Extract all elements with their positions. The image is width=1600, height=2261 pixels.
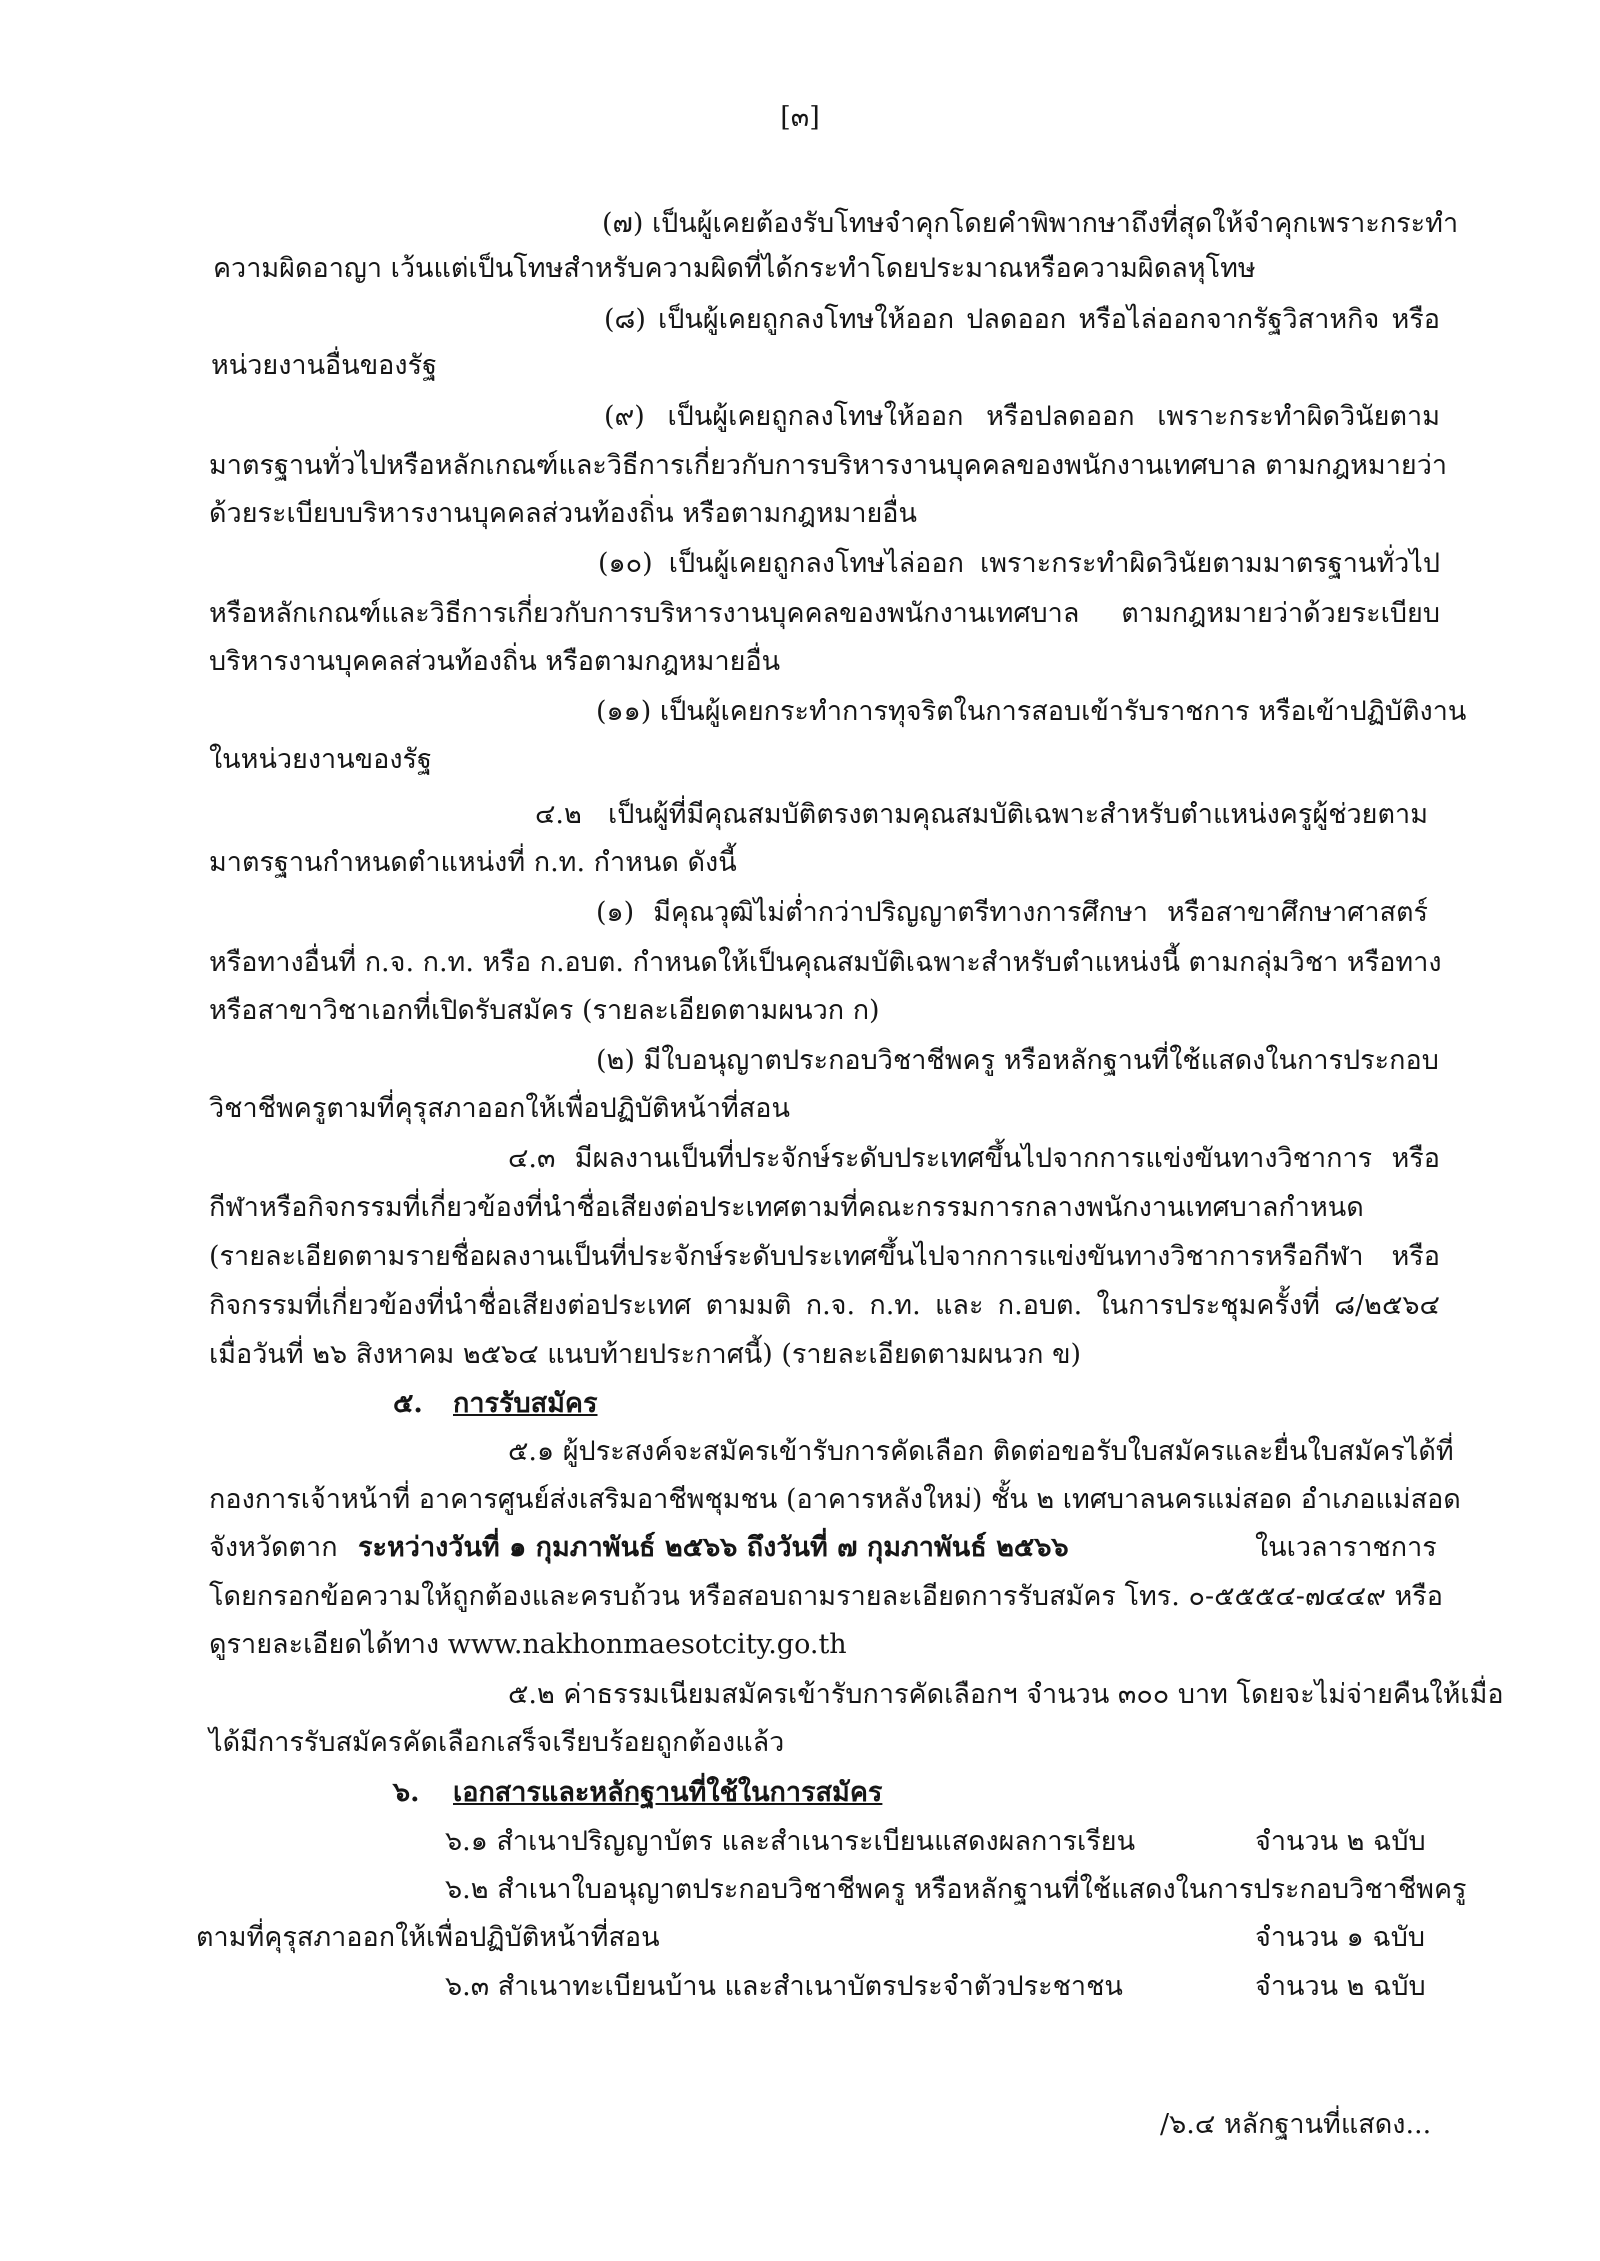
section-heading: เอกสารและหลักฐานที่ใช้ในการสมัคร: [453, 1777, 883, 1808]
copy-count: จำนวน ๒ ฉบับ: [1255, 1826, 1426, 1857]
text-line: ตามที่คุรุสภาออกให้เพื่อปฏิบัติหน้าที่สอน: [196, 1922, 660, 1953]
text-line: หรือหลักเกณฑ์และวิธีการเกี่ยวกับการบริหารงานบุคคลของพนักงานเทศบาล ตามกฎหมายว่าด้วยระเบียบ: [209, 598, 1440, 629]
text-line: หรือสาขาวิชาเอกที่เปิดรับสมัคร (รายละเอียดตามผนวก ก): [209, 995, 880, 1026]
copy-count: จำนวน ๑ ฉบับ: [1255, 1922, 1426, 1953]
text-line: ในเวลาราชการ: [1255, 1532, 1437, 1563]
text-line: วิชาชีพครูตามที่คุรุสภาออกให้เพื่อปฏิบัติหน้าที่สอน: [209, 1093, 790, 1124]
text-line: (๑๑) เป็นผู้เคยกระทำการทุจริตในการสอบเข้ารับราชการ หรือเข้าปฏิบัติงาน: [596, 696, 1467, 727]
application-period: ระหว่างวันที่ ๑ กุมภาพันธ์ ๒๕๖๖ ถึงวันที่ ๗ กุมภาพันธ์ ๒๕๖๖: [358, 1532, 1069, 1563]
text-line: กองการเจ้าหน้าที่ อาคารศูนย์ส่งเสริมอาชีพชุมชน (อาคารหลังใหม่) ชั้น ๒ เทศบาลนครแม่สอด อำเภอแม่สอด: [209, 1484, 1461, 1515]
text-line: ๔.๒ เป็นผู้ที่มีคุณสมบัติตรงตามคุณสมบัติเฉพาะสำหรับตำแหน่งครูผู้ช่วยตาม: [535, 799, 1428, 830]
text-line: ด้วยระเบียบบริหารงานบุคคลส่วนท้องถิ่น หรือตามกฎหมายอื่น: [209, 498, 917, 529]
text-line: ๕.๒ ค่าธรรมเนียมสมัครเข้ารับการคัดเลือกฯ จำนวน ๓๐๐ บาท โดยจะไม่จ่ายคืนให้เมื่อ: [508, 1679, 1504, 1710]
copy-count: จำนวน ๒ ฉบับ: [1255, 1971, 1426, 2002]
text-line: (รายละเอียดตามรายชื่อผลงานเป็นที่ประจักษ์ระดับประเทศขึ้นไปจากการแข่งขันทางวิชาการหรือกีฬา หรือ: [209, 1241, 1440, 1272]
text-line: เมื่อวันที่ ๒๖ สิงหาคม ๒๕๖๔ แนบท้ายประกาศนี้) (รายละเอียดตามผนวก ข): [209, 1339, 1082, 1370]
text-line: โดยกรอกข้อความให้ถูกต้องและครบถ้วน หรือสอบถามรายละเอียดการรับสมัคร โทร. ๐-๕๕๕๔-๗๔๔๙ หรือ: [209, 1581, 1443, 1612]
text-line: (๙) เป็นผู้เคยถูกลงโทษให้ออก หรือปลดออก เพราะกระทำผิดวินัยตาม: [604, 401, 1440, 432]
text-line: กีฬาหรือกิจกรรมที่เกี่ยวข้องที่นำชื่อเสียงต่อประเทศตามที่คณะกรรมการกลางพนักงานเทศบาลกำหนด: [209, 1192, 1364, 1223]
text-line: ในหน่วยงานของรัฐ: [209, 744, 432, 775]
section-number: ๖.: [393, 1777, 420, 1808]
section-heading: การรับสมัคร: [453, 1388, 598, 1419]
text-line: กิจกรรมที่เกี่ยวข้องที่นำชื่อเสียงต่อประเทศ ตามมติ ก.จ. ก.ท. และ ก.อบต. ในการประชุมครั้งที่ ๘/๒๕๖๔: [209, 1290, 1440, 1321]
text-line: หรือทางอื่นที่ ก.จ. ก.ท. หรือ ก.อบต. กำหนดให้เป็นคุณสมบัติเฉพาะสำหรับตำแหน่งนี้ ตามกลุ่มวิชา หรือทาง: [209, 947, 1442, 978]
text-line: บริหารงานบุคคลส่วนท้องถิ่น หรือตามกฎหมายอื่น: [209, 646, 781, 677]
text-line: จังหวัดตาก: [209, 1532, 338, 1563]
text-line: มาตรฐานกำหนดตำแหน่งที่ ก.ท. กำหนด ดังนี้: [209, 847, 737, 878]
text-line: (๘) เป็นผู้เคยถูกลงโทษให้ออก ปลดออก หรือไล่ออกจากรัฐวิสาหกิจ หรือ: [604, 304, 1440, 335]
text-line: มาตรฐานทั่วไปหรือหลักเกณฑ์และวิธีการเกี่ยวกับการบริหารงานบุคคลของพนักงานเทศบาล ตามกฎหมายว่า: [209, 450, 1448, 481]
page-number: [๓]: [780, 102, 820, 133]
text-line: ๖.๓ สำเนาทะเบียนบ้าน และสำเนาบัตรประจำตัวประชาชน: [445, 1971, 1123, 2002]
continuation-note: /๖.๔ หลักฐานที่แสดง...: [1160, 2109, 1432, 2140]
text-line: (๑) มีคุณวุฒิไม่ต่ำกว่าปริญญาตรีทางการศึกษา หรือสาขาศึกษาศาสตร์: [596, 897, 1428, 928]
website-link[interactable]: ดูรายละเอียดได้ทาง www.nakhonmaesotcity.go.th: [209, 1629, 847, 1660]
text-line: ๖.๒ สำเนาใบอนุญาตประกอบวิชาชีพครู หรือหลักฐานที่ใช้แสดงในการประกอบวิชาชีพครู: [445, 1874, 1467, 1905]
text-line: ความผิดอาญา เว้นแต่เป็นโทษสำหรับความผิดที่ได้กระทำโดยประมาณหรือความผิดลหุโทษ: [213, 253, 1256, 284]
text-line: (๑๐) เป็นผู้เคยถูกลงโทษไล่ออก เพราะกระทำผิดวินัยตามมาตรฐานทั่วไป: [598, 548, 1440, 579]
text-line: ๔.๓ มีผลงานเป็นที่ประจักษ์ระดับประเทศขึ้นไปจากการแข่งขันทางวิชาการ หรือ: [508, 1143, 1440, 1174]
text-line: ๕.๑ ผู้ประสงค์จะสมัครเข้ารับการคัดเลือก ติดต่อขอรับใบสมัครและยื่นใบสมัครได้ที่: [508, 1436, 1454, 1467]
text-line: (๒) มีใบอนุญาตประกอบวิชาชีพครู หรือหลักฐานที่ใช้แสดงในการประกอบ: [596, 1045, 1439, 1076]
text-line: (๗) เป็นผู้เคยต้องรับโทษจำคุกโดยคำพิพากษาถึงที่สุดให้จำคุกเพราะกระทำ: [602, 208, 1459, 239]
section-number: ๕.: [393, 1388, 423, 1419]
text-line: หน่วยงานอื่นของรัฐ: [211, 350, 437, 381]
text-line: ได้มีการรับสมัครคัดเลือกเสร็จเรียบร้อยถูกต้องแล้ว: [209, 1727, 785, 1758]
text-line: ๖.๑ สำเนาปริญญาบัตร และสำเนาระเบียนแสดงผลการเรียน: [445, 1826, 1136, 1857]
